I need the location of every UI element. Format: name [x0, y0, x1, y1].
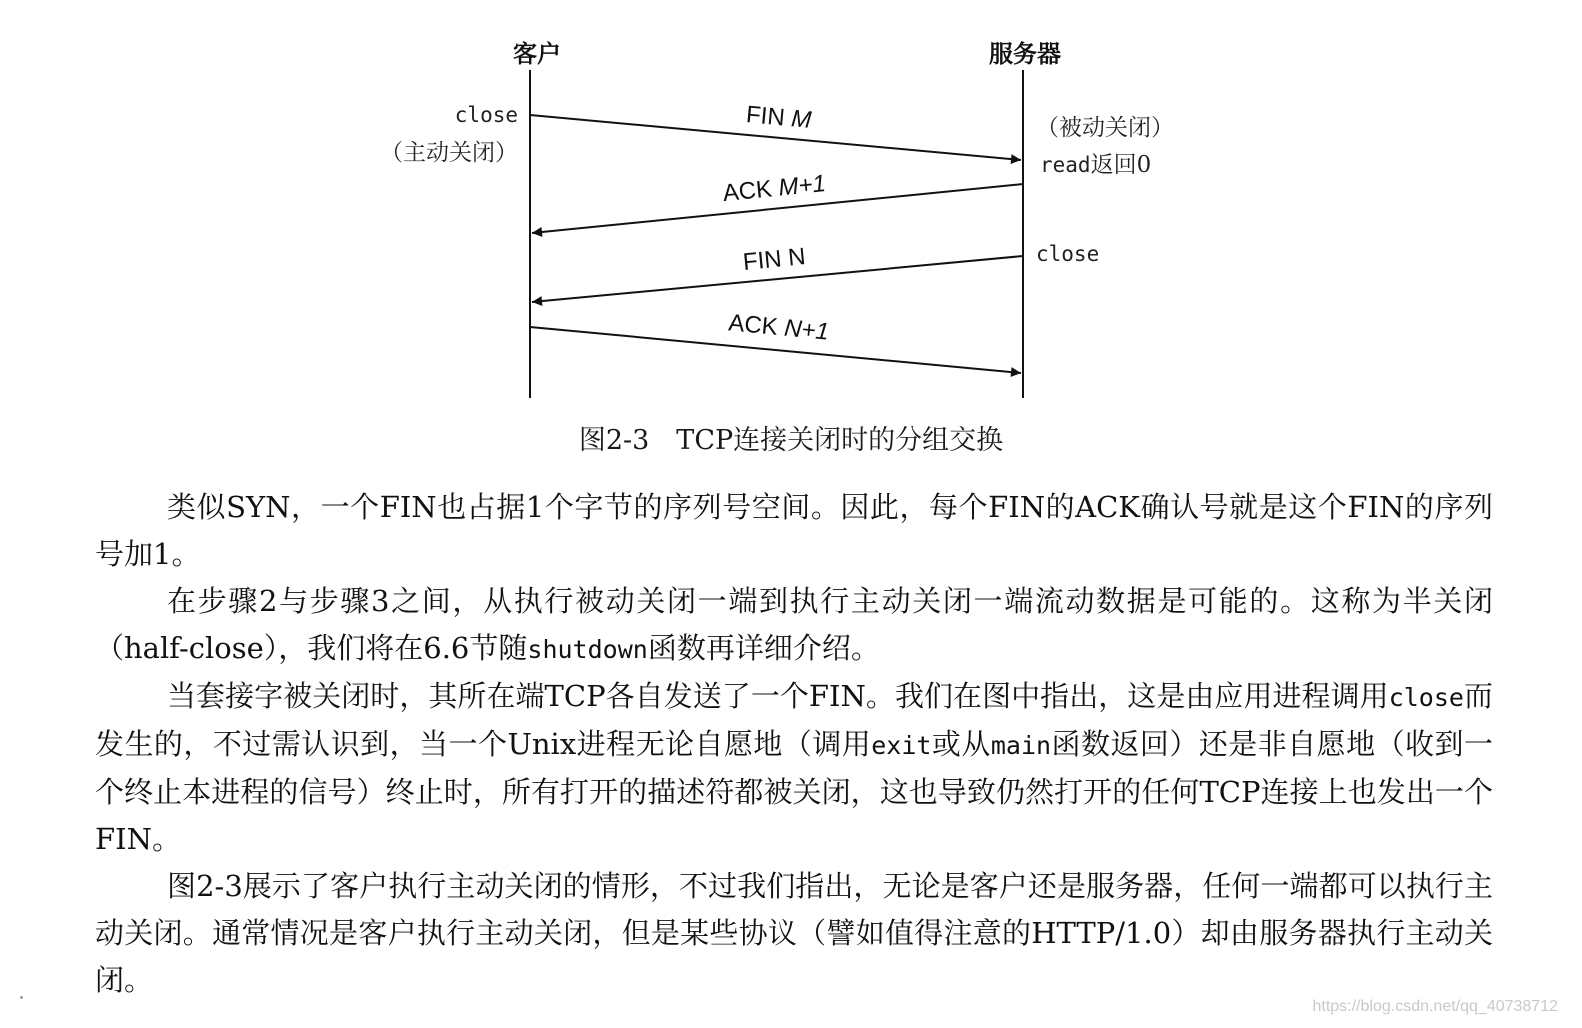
paragraph-half-close: [95, 578, 1493, 673]
client-heading: 客户: [513, 40, 561, 68]
close-code: close: [1388, 683, 1464, 712]
fin-m-label: [745, 101, 813, 134]
shutdown-code: shutdown: [527, 635, 648, 664]
p3-text-d: 函数返回）还是非自愿地（收到一个终止本进程的信号）终止时，所有打开的描述符都被关闭，这也导致仍然打开的任何TCP连接上也发出一个FIN。: [95, 727, 1493, 856]
server-read-label: [1040, 152, 1151, 178]
paragraph-active-close: 图2-3展示了客户执行主动关闭的情形，不过我们指出，无论是客户还是服务器，任何一端都可以执行主动关闭。通常情况是客户执行主动关闭，但是某些协议（譬如值得注意的HTTP/1.0）却由服务器执行主动关闭。: [95, 869, 1493, 997]
server-close-label: close: [1036, 242, 1100, 266]
ack-m1-label-seq: M+1: [777, 169, 828, 202]
client-active-close-label: （主动关闭）: [380, 140, 518, 166]
paragraph-fin-sequence: 类似SYN，一个FIN也占据1个字节的序列号空间。因此，每个FIN的ACK确认号就是这个FIN的序列号加1。: [95, 490, 1493, 571]
tcp-close-sequence-diagram: [0, 0, 1582, 410]
body-text: [95, 484, 1493, 1004]
fin-m-label-seq: M: [790, 105, 813, 134]
ack-n1-label-text: ACK: [727, 309, 786, 342]
p3-text-b: 而发生的，不过需认识到，当一个Unix进程无论自愿地（调用: [95, 679, 1493, 761]
ack-m1-label: [721, 170, 827, 207]
p3-text-a: 当套接字被关闭时，其所在端TCP各自发送了一个FIN。我们在图中指出，这是由应用进程调用: [167, 679, 1389, 713]
server-heading: 服务器: [989, 40, 1061, 68]
exit-code: exit: [871, 731, 932, 760]
fin-n-label-text: FIN N: [741, 243, 807, 276]
ack-n1-label: [727, 309, 830, 345]
p3-text-c: 或从: [931, 727, 991, 761]
p2-text-a: 在步骤2与步骤3之间，从执行被动关闭一端到执行主动关闭一端流动数据是可能的。这称为半关闭（half-close），我们将在6.6节随: [95, 584, 1493, 665]
server-read-return: 返回0: [1090, 152, 1152, 178]
main-code: main: [990, 731, 1052, 760]
ack-n1-label-seq: N+1: [783, 314, 831, 346]
speck-mark: [20, 996, 23, 999]
client-close-label: close: [454, 103, 518, 127]
p2-text-b: 函数再详细介绍。: [647, 631, 880, 665]
paragraph-socket-close: [95, 673, 1493, 863]
fin-m-label-text: FIN: [744, 101, 793, 133]
figure-caption: 图2-3 TCP连接关闭时的分组交换: [578, 425, 1004, 456]
source-watermark: https://blog.csdn.net/qq_40738712: [1312, 998, 1558, 1015]
server-read-code: read: [1040, 153, 1091, 177]
server-passive-close-label: （被动关闭）: [1036, 115, 1174, 141]
ack-m1-label-text: ACK: [721, 174, 780, 208]
fin-n-label: [742, 243, 807, 276]
